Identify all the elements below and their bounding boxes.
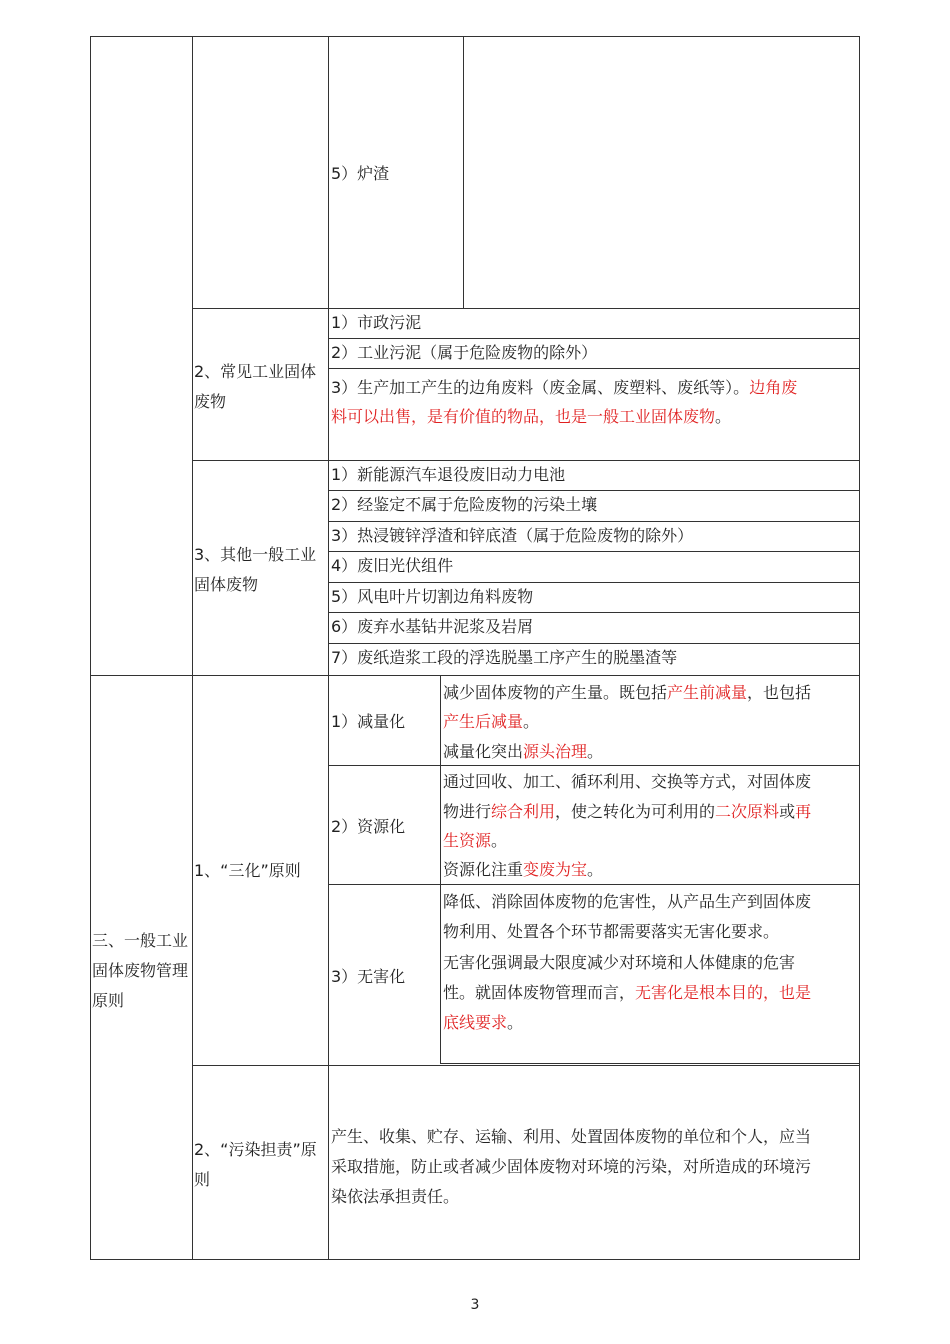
highlight-span: 二次原料: [715, 802, 780, 821]
text-span: 。: [507, 1013, 524, 1032]
list-item: 7）废纸造浆工段的浮选脱墨工序产生的脱墨渣等: [331, 648, 678, 667]
highlight-span: 无害化是根本目的，也是: [635, 983, 812, 1002]
harmless-text: [443, 978, 811, 1008]
highlight-span: 源头治理: [523, 742, 588, 761]
list-item: 1）新能源汽车退役废旧动力电池: [331, 465, 566, 484]
harmless-label: 3）无害化: [331, 967, 406, 986]
list-item: 2）经鉴定不属于危险废物的污染土壤: [331, 495, 598, 514]
harmless-text: 物利用、处置各个环节都需要落实无害化要求。: [443, 922, 780, 941]
polluter-pays-text: 染依法承担责任。: [331, 1187, 460, 1206]
polluter-pays-text: 采取措施，防止或者减少固体废物对环境的污染，对所造成的环境污: [331, 1157, 812, 1176]
common-waste-title: 2、常见工业固体废物: [194, 362, 317, 411]
text-span: ，使之转化为可利用的: [555, 802, 716, 821]
list-item: 6）废弃水基钻井泥浆及岩屑: [331, 617, 534, 636]
highlight-span: 变废为宝: [523, 860, 588, 879]
harmless-text: 无害化强调最大限度减少对环境和人体健康的危害: [443, 953, 796, 972]
reduction-text: [443, 737, 603, 767]
text-span: 。: [587, 860, 604, 879]
highlight-span: 产生后减量: [443, 712, 524, 731]
resource-text: [443, 855, 603, 885]
list-item-continuation: [331, 402, 731, 432]
list-item: 5）风电叶片切割边角料废物: [331, 587, 534, 606]
harmless-text: [443, 1008, 523, 1038]
polluter-pays-text: 产生、收集、贮存、运输、利用、处置固体废物的单位和个人，应当: [331, 1127, 812, 1146]
highlight-span: 底线要求: [443, 1013, 508, 1032]
three-principles-title: 1、“三化”原则: [194, 861, 301, 880]
text-span: 。: [491, 831, 508, 850]
scrap-period: 。: [715, 407, 732, 426]
text-span: 。: [587, 742, 604, 761]
scrap-text: 3）生产加工产生的边角废料（废金属、废塑料、废纸等）。: [331, 378, 750, 397]
text-span: 或: [779, 802, 796, 821]
text-span: 减量化突出: [443, 742, 524, 761]
list-item: 1）市政污泥: [331, 313, 422, 332]
text-span: 性。就固体废物管理而言，: [443, 983, 636, 1002]
list-item: 2）工业污泥（属于危险废物的除外）: [331, 343, 598, 362]
scrap-highlight-cont: 料可以出售，是有价值的物品，也是一般工业固体废物: [331, 407, 716, 426]
resource-text: [443, 826, 507, 856]
text-span: 减少固体废物的产生量。既包括: [443, 683, 668, 702]
reduction-text: [443, 678, 811, 708]
reduction-text: [443, 707, 539, 737]
resource-text: 通过回收、加工、循环利用、交换等方式，对固体废: [443, 772, 812, 791]
slag-label: 5）炉渣: [331, 164, 390, 183]
text-span: 资源化注重: [443, 860, 524, 879]
highlight-span: 综合利用: [491, 802, 556, 821]
text-span: 物进行: [443, 802, 492, 821]
highlight-span: 生资源: [443, 831, 492, 850]
section-three-title: 三、一般工业固体废物管理原则: [92, 931, 189, 1010]
highlight-span: 产生前减量: [667, 683, 748, 702]
other-waste-title: 3、其他一般工业固体废物: [194, 545, 317, 594]
text-span: 。: [523, 712, 540, 731]
list-item: 4）废旧光伏组件: [331, 556, 454, 575]
list-item: [331, 373, 797, 403]
highlight-span: 再: [795, 802, 812, 821]
polluter-pays-title: 2、“污染担责”原则: [194, 1140, 317, 1189]
harmless-text: 降低、消除固体废物的危害性，从产品生产到固体废: [443, 892, 812, 911]
resource-text: [443, 797, 811, 827]
scrap-highlight: 边角废: [749, 378, 798, 397]
resource-label: 2）资源化: [331, 817, 406, 836]
list-item: 3）热浸镀锌浮渣和锌底渣（属于危险废物的除外）: [331, 526, 694, 545]
reduction-label: 1）减量化: [331, 712, 406, 731]
text-span: ，也包括: [747, 683, 812, 702]
page-number: 3: [470, 1297, 480, 1313]
